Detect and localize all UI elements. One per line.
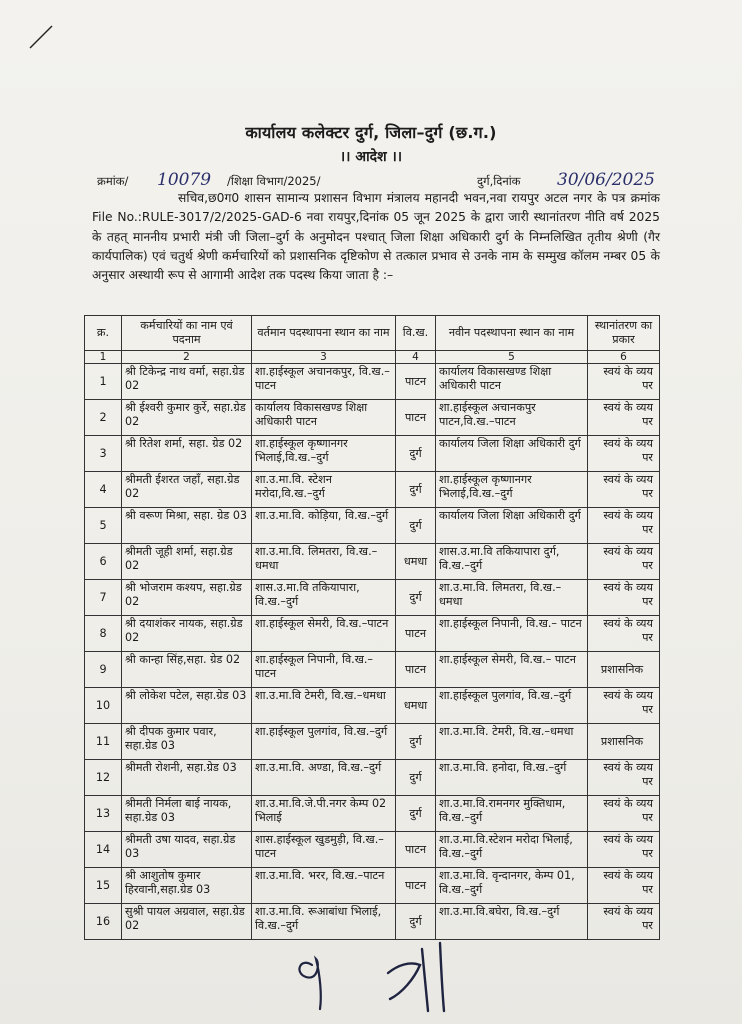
new-posting-cell: शा.हाईस्कूल सेमरी, वि.ख.– पाटन bbox=[436, 652, 588, 688]
column-number: 6 bbox=[588, 351, 660, 364]
current-posting-cell: शा.हाईस्कूल निपानी, वि.ख.– पाटन bbox=[252, 652, 396, 688]
table-row bbox=[85, 832, 660, 868]
column-number: 2 bbox=[122, 351, 252, 364]
block-cell: धमधा bbox=[396, 688, 436, 724]
employee-name-cell: श्री कान्हा सिंह,सहा. ग्रेड 02 bbox=[122, 652, 252, 688]
transfer-type-cell: स्वयं के व्यय पर bbox=[588, 760, 660, 796]
employee-name-cell: श्री रितेश शर्मा, सहा. ग्रेड 02 bbox=[122, 436, 252, 472]
handwritten-order-number: 10079 bbox=[157, 170, 212, 190]
table-row bbox=[85, 868, 660, 904]
block-cell: पाटन bbox=[396, 832, 436, 868]
serial-cell: 13 bbox=[85, 796, 122, 832]
current-posting-cell: शास.हाईस्कूल खुडमुड़ी, वि.ख.–पाटन bbox=[252, 832, 396, 868]
employee-name-cell: श्री लोकेश पटेल, सहा.ग्रेड 03 bbox=[122, 688, 252, 724]
current-posting-cell: शास.उ.मा.वि तकियापारा, वि.ख.–दुर्ग bbox=[252, 580, 396, 616]
transfer-type-cell: स्वयं के व्यय पर bbox=[588, 832, 660, 868]
block-cell: दुर्ग bbox=[396, 796, 436, 832]
block-cell: दुर्ग bbox=[396, 436, 436, 472]
handwritten-date: 30/06/2025 bbox=[557, 170, 655, 190]
block-cell: दुर्ग bbox=[396, 760, 436, 796]
serial-cell: 16 bbox=[85, 904, 122, 940]
block-cell: दुर्ग bbox=[396, 508, 436, 544]
transfer-type-cell: स्वयं के व्यय पर bbox=[588, 508, 660, 544]
block-cell: दुर्ग bbox=[396, 904, 436, 940]
serial-cell: 8 bbox=[85, 616, 122, 652]
block-cell: दुर्ग bbox=[396, 724, 436, 760]
current-posting-cell: शा.हाईस्कूल अचानकपुर, वि.ख.–पाटन bbox=[252, 364, 396, 400]
block-cell: धमधा bbox=[396, 544, 436, 580]
order-body-paragraph: सचिव,छ0ग0 शासन सामान्य प्रशासन विभाग मंत्रालय महानदी भवन,नवा रायपुर अटल नगर के पत्र क्रमांक File No.:RULE-3017/2/2025-GAD-6 नवा रायपुर,दिनांक 05 जून 2025 के द्वारा जारी स्थानांतरण नीति वर्ष 2025 के तहत् माननीय प्रभारी मंत्री जी जिला–दुर्ग के अनुमोदन पश्चात् जिला शिक्षा अधिकारी दुर्ग के निम्नलिखित तृतीय श्रेणी (गैर कार्यपालिक) एवं चतुर्थ श्रेणी कर्मचारियों को प्रशासनिक दृष्टिकोण से तत्काल प्रभाव से उनके नाम के सम्मुख कॉलम नम्बर 05 के अनुसार अस्थायी रूप से आगामी आदेश तक पदस्थ किया जाता है :– bbox=[92, 191, 660, 283]
table-header-row bbox=[85, 316, 660, 351]
table-row bbox=[85, 652, 660, 688]
column-number-row bbox=[85, 351, 660, 364]
serial-cell: 10 bbox=[85, 688, 122, 724]
block-cell: पाटन bbox=[396, 868, 436, 904]
handwritten-signature bbox=[290, 935, 490, 1015]
new-posting-cell: शा.उ.मा.वि. हनोदा, वि.ख.–दुर्ग bbox=[436, 760, 588, 796]
serial-cell: 5 bbox=[85, 508, 122, 544]
current-posting-cell: शा.उ.मा.वि. स्टेशन मरोदा,वि.ख.–दुर्ग bbox=[252, 472, 396, 508]
new-posting-cell: शास.उ.मा.वि तकियापारा दुर्ग, वि.ख.–दुर्ग bbox=[436, 544, 588, 580]
serial-cell: 14 bbox=[85, 832, 122, 868]
table-row bbox=[85, 364, 660, 400]
transfer-type-cell: स्वयं के व्यय पर bbox=[588, 616, 660, 652]
header-transfer-type: स्थानांतरण का प्रकार bbox=[588, 316, 660, 351]
employee-name-cell: श्रीमती जूही शर्मा, सहा.ग्रेड 02 bbox=[122, 544, 252, 580]
transfer-type-cell: स्वयं के व्यय पर bbox=[588, 868, 660, 904]
new-posting-cell: शा.उ.मा.वि. लिमतरा, वि.ख.–धमधा bbox=[436, 580, 588, 616]
new-posting-cell: शा.हाईस्कूल पुलगांव, वि.ख.–दुर्ग bbox=[436, 688, 588, 724]
current-posting-cell: शा.उ.मा.वि. अण्डा, वि.ख.–दुर्ग bbox=[252, 760, 396, 796]
serial-cell: 11 bbox=[85, 724, 122, 760]
transfer-type-cell: प्रशासनिक bbox=[588, 724, 660, 760]
block-cell: दुर्ग bbox=[396, 472, 436, 508]
serial-cell: 15 bbox=[85, 868, 122, 904]
employee-name-cell: श्री टिकेन्द्र नाथ वर्मा, सहा.ग्रेड 02 bbox=[122, 364, 252, 400]
table-row bbox=[85, 436, 660, 472]
new-posting-cell: शा.उ.मा.वि.रामनगर मुक्तिधाम, वि.ख.–दुर्ग bbox=[436, 796, 588, 832]
table-body bbox=[85, 364, 660, 940]
column-number: 1 bbox=[85, 351, 122, 364]
current-posting-cell: शा.उ.मा.वि. कोड़िया, वि.ख.–दुर्ग bbox=[252, 508, 396, 544]
new-posting-cell: शा.उ.मा.वि.स्टेशन मरोदा भिलाई, वि.ख.–दुर्ग bbox=[436, 832, 588, 868]
employee-name-cell: श्रीमती निर्मला बाई नायक, सहा.ग्रेड 03 bbox=[122, 796, 252, 832]
new-posting-cell: शा.हाईस्कूल निपानी, वि.ख.– पाटन bbox=[436, 616, 588, 652]
current-posting-cell: शा.उ.मा.वि. लिमतरा, वि.ख.–धमधा bbox=[252, 544, 396, 580]
transfer-type-cell: स्वयं के व्यय पर bbox=[588, 688, 660, 724]
new-posting-cell: शा.हाईस्कूल कृष्णानगर भिलाई,वि.ख.–दुर्ग bbox=[436, 472, 588, 508]
new-posting-cell: कार्यालय विकासखण्ड शिक्षा अधिकारी पाटन bbox=[436, 364, 588, 400]
current-posting-cell: शा.उ.मा.वि.जे.पी.नगर केम्प 02 भिलाई bbox=[252, 796, 396, 832]
kramank-label: क्रमांक/ bbox=[97, 174, 129, 188]
table-row bbox=[85, 688, 660, 724]
current-posting-cell: शा.हाईस्कूल पुलगांव, वि.ख.–दुर्ग bbox=[252, 724, 396, 760]
current-posting-cell: कार्यालय विकासखण्ड शिक्षा अधिकारी पाटन bbox=[252, 400, 396, 436]
table-row bbox=[85, 724, 660, 760]
block-cell: पाटन bbox=[396, 616, 436, 652]
table-row bbox=[85, 472, 660, 508]
table-row bbox=[85, 616, 660, 652]
employee-name-cell: श्रीमती उषा यादव, सहा.ग्रेड 03 bbox=[122, 832, 252, 868]
pen-stroke-mark bbox=[26, 22, 56, 52]
header-employee-name: कर्मचारियों का नाम एवं पदनाम bbox=[122, 316, 252, 351]
header-new-posting: नवीन पदस्थापना स्थान का नाम bbox=[436, 316, 588, 351]
current-posting-cell: शा.उ.मा.वि टेमरी, वि.ख.–धमधा bbox=[252, 688, 396, 724]
table-row bbox=[85, 760, 660, 796]
employee-name-cell: श्री वरूण मिश्रा, सहा. ग्रेड 03 bbox=[122, 508, 252, 544]
date-label: दुर्ग,दिनांक bbox=[477, 174, 521, 188]
serial-cell: 7 bbox=[85, 580, 122, 616]
new-posting-cell: कार्यालय जिला शिक्षा अधिकारी दुर्ग bbox=[436, 436, 588, 472]
employee-name-cell: श्रीमती ईशरत जहॉं, सहा.ग्रेड 02 bbox=[122, 472, 252, 508]
transfer-type-cell: स्वयं के व्यय पर bbox=[588, 400, 660, 436]
header-block: वि.ख. bbox=[396, 316, 436, 351]
header-current-posting: वर्तमान पदस्थापना स्थान का नाम bbox=[252, 316, 396, 351]
new-posting-cell: शा.उ.मा.वि. वृन्दानगर, केम्प 01, वि.ख.–दुर्ग bbox=[436, 868, 588, 904]
table-row bbox=[85, 400, 660, 436]
transfer-type-cell: स्वयं के व्यय पर bbox=[588, 580, 660, 616]
serial-cell: 9 bbox=[85, 652, 122, 688]
employee-name-cell: श्री दयाशंकर नायक, सहा.ग्रेड 02 bbox=[122, 616, 252, 652]
new-posting-cell: शा.हाईस्कूल अचानकपुर पाटन,वि.ख.–पाटन bbox=[436, 400, 588, 436]
employee-name-cell: श्री भोजराम कश्यप, सहा.ग्रेड 02 bbox=[122, 580, 252, 616]
new-posting-cell: कार्यालय जिला शिक्षा अधिकारी दुर्ग bbox=[436, 508, 588, 544]
table-row bbox=[85, 544, 660, 580]
current-posting-cell: शा.उ.मा.वि. रूआबांधा भिलाई, वि.ख.–दुर्ग bbox=[252, 904, 396, 940]
employee-name-cell: श्री दीपक कुमार पवार, सहा.ग्रेड 03 bbox=[122, 724, 252, 760]
transfer-table bbox=[84, 315, 660, 940]
new-posting-cell: शा.उ.मा.वि.बघेरा, वि.ख.–दुर्ग bbox=[436, 904, 588, 940]
table-row bbox=[85, 580, 660, 616]
order-heading: ।। आदेश ।। bbox=[339, 149, 403, 165]
serial-cell: 2 bbox=[85, 400, 122, 436]
transfer-type-cell: स्वयं के व्यय पर bbox=[588, 544, 660, 580]
employee-name-cell: श्री ईश्वरी कुमार कुर्रे, सहा.ग्रेड 02 bbox=[122, 400, 252, 436]
current-posting-cell: शा.हाईस्कूल सेमरी, वि.ख.–पाटन bbox=[252, 616, 396, 652]
transfer-type-cell: प्रशासनिक bbox=[588, 652, 660, 688]
current-posting-cell: शा.उ.मा.वि. भरर, वि.ख.–पाटन bbox=[252, 868, 396, 904]
block-cell: पाटन bbox=[396, 400, 436, 436]
office-title: कार्यालय कलेक्टर दुर्ग, जिला–दुर्ग (छ.ग.) bbox=[245, 123, 497, 142]
column-number: 3 bbox=[252, 351, 396, 364]
new-posting-cell: शा.उ.मा.वि. टेमरी, वि.ख.–धमधा bbox=[436, 724, 588, 760]
transfer-type-cell: स्वयं के व्यय पर bbox=[588, 364, 660, 400]
block-cell: पाटन bbox=[396, 652, 436, 688]
block-cell: पाटन bbox=[396, 364, 436, 400]
department-reference: /शिक्षा विभाग/2025/ bbox=[227, 174, 321, 188]
serial-cell: 12 bbox=[85, 760, 122, 796]
block-cell: दुर्ग bbox=[396, 580, 436, 616]
serial-cell: 1 bbox=[85, 364, 122, 400]
current-posting-cell: शा.हाईस्कूल कृष्णानगर भिलाई,वि.ख.–दुर्ग bbox=[252, 436, 396, 472]
table-row bbox=[85, 796, 660, 832]
serial-cell: 6 bbox=[85, 544, 122, 580]
transfer-type-cell: स्वयं के व्यय पर bbox=[588, 904, 660, 940]
table-row bbox=[85, 508, 660, 544]
employee-name-cell: श्री आशुतोष कुमार हिरवानी,सहा.ग्रेड 03 bbox=[122, 868, 252, 904]
header-serial: क्र. bbox=[85, 316, 122, 351]
employee-name-cell: सुश्री पायल अग्रवाल, सहा.ग्रेड 02 bbox=[122, 904, 252, 940]
employee-name-cell: श्रीमती रोशनी, सहा.ग्रेड 03 bbox=[122, 760, 252, 796]
transfer-type-cell: स्वयं के व्यय पर bbox=[588, 796, 660, 832]
column-number: 5 bbox=[436, 351, 588, 364]
column-number: 4 bbox=[396, 351, 436, 364]
serial-cell: 4 bbox=[85, 472, 122, 508]
serial-cell: 3 bbox=[85, 436, 122, 472]
transfer-type-cell: स्वयं के व्यय पर bbox=[588, 472, 660, 508]
transfer-type-cell: स्वयं के व्यय पर bbox=[588, 436, 660, 472]
